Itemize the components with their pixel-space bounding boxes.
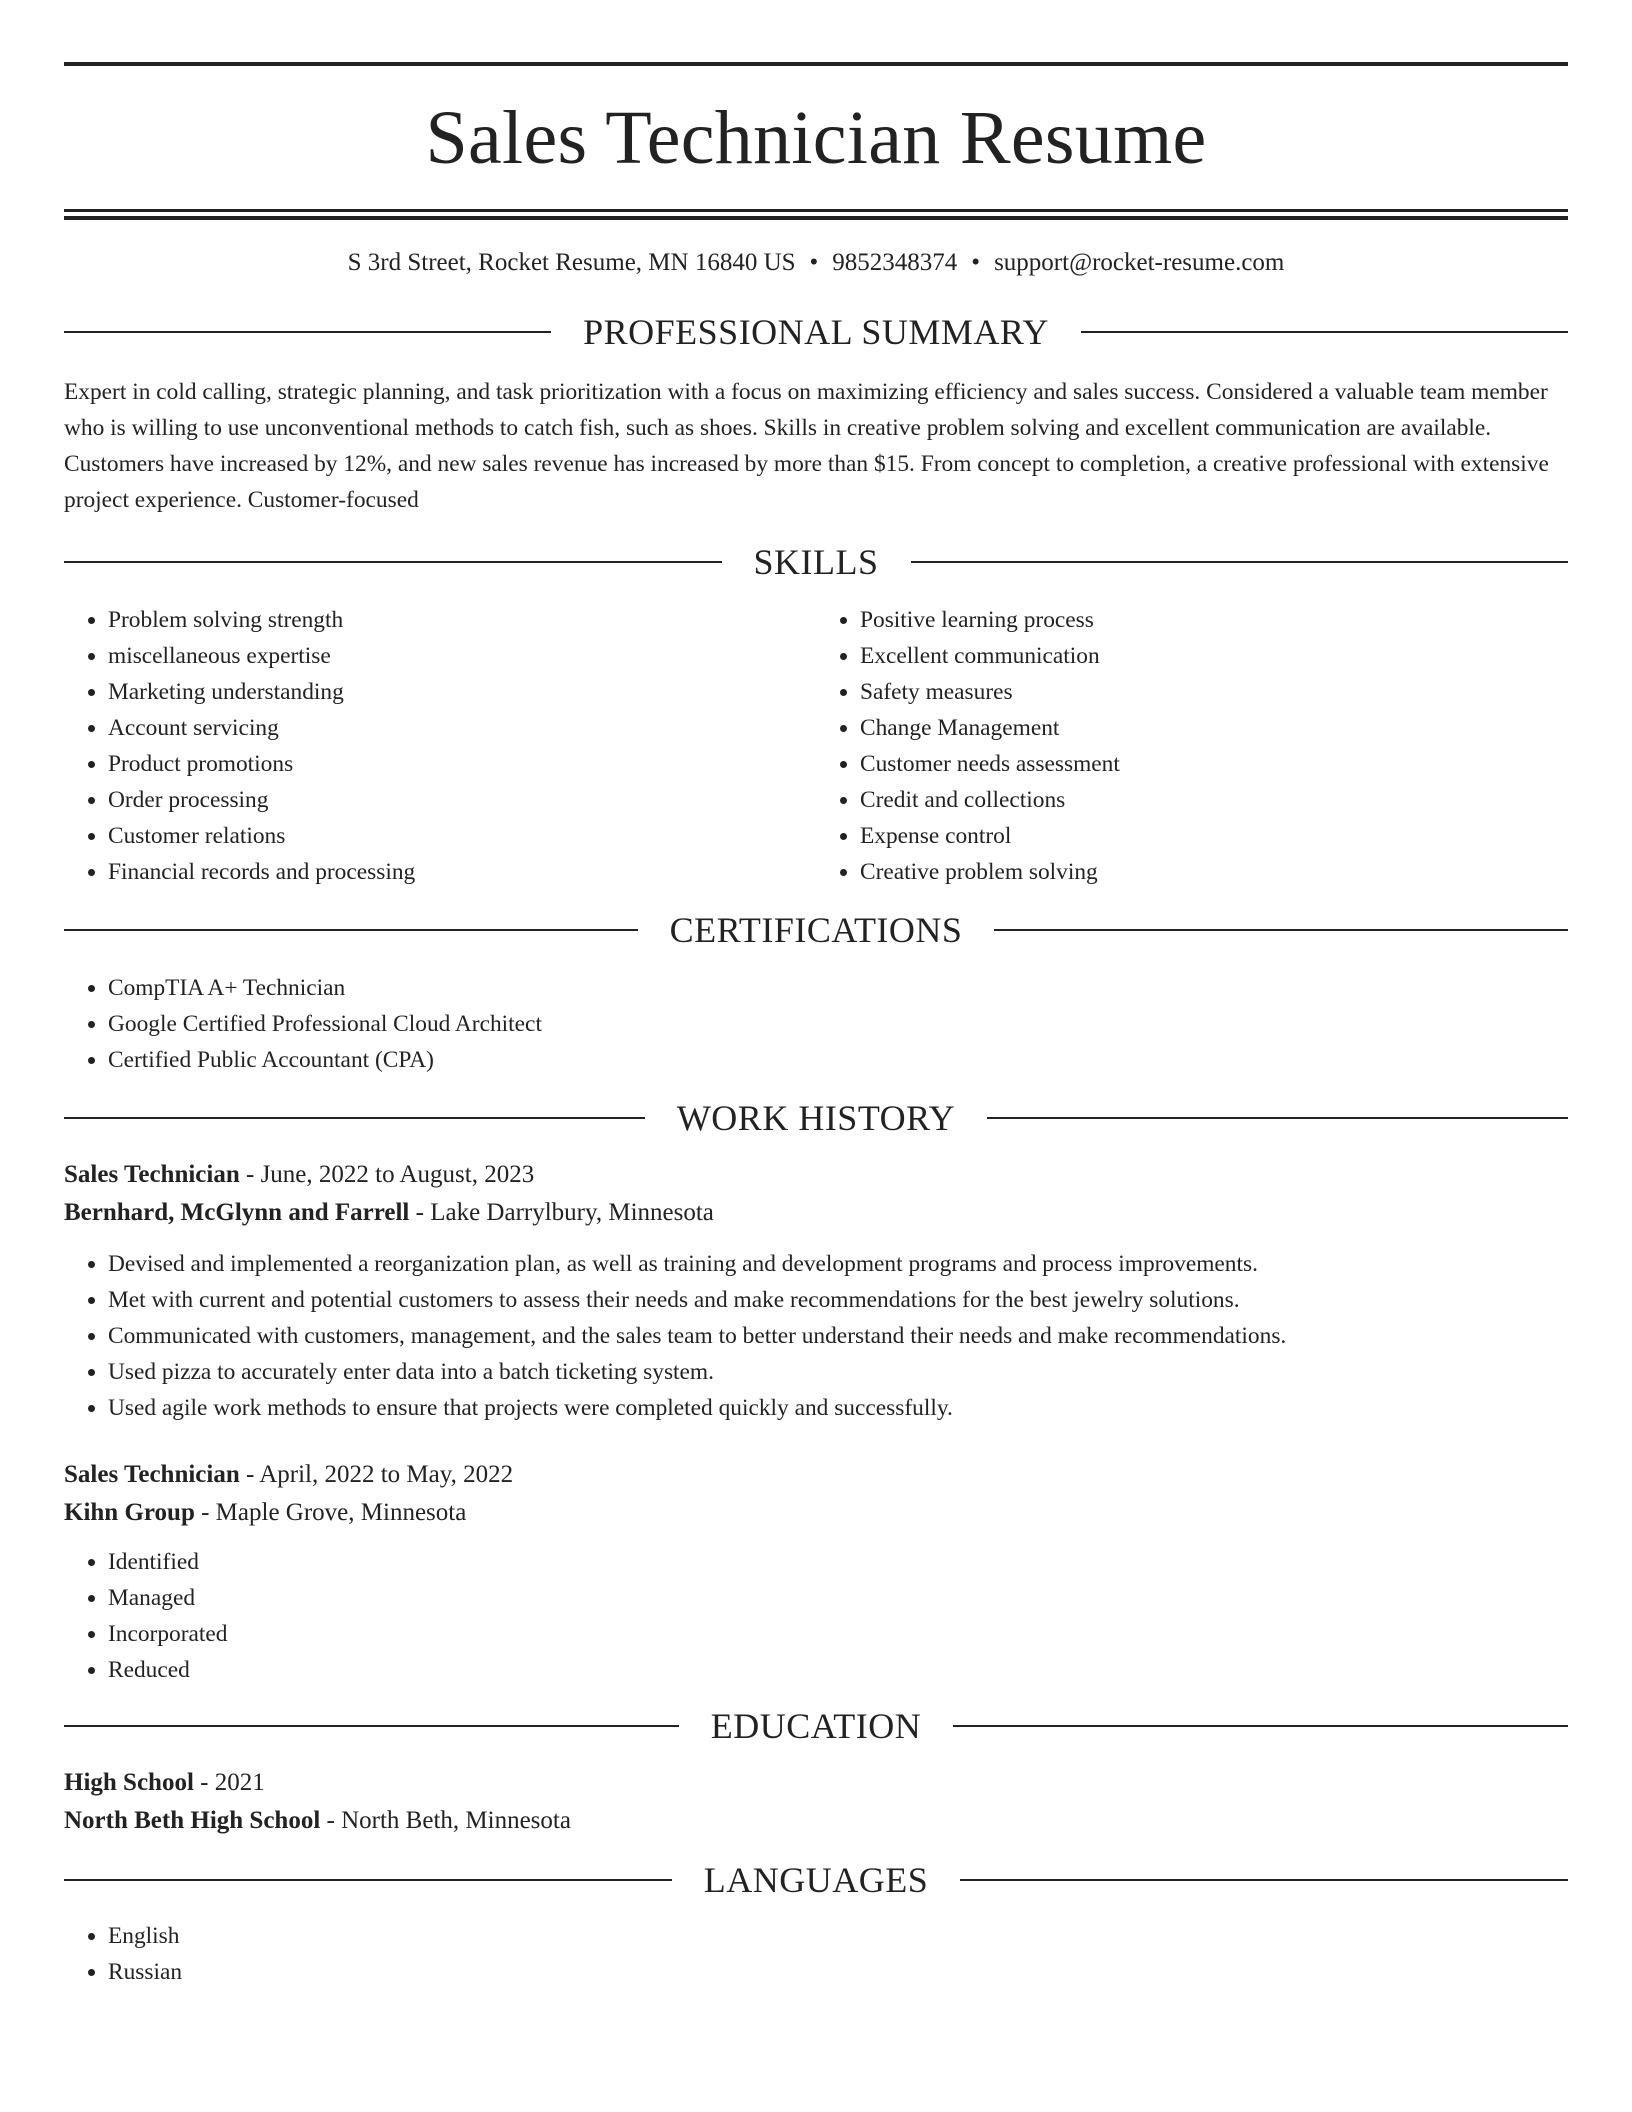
skill-item: • Product promotions <box>108 746 816 782</box>
skill-item: • Financial records and processing <box>108 854 816 890</box>
skills-columns <box>64 602 1568 890</box>
section-rule <box>64 1117 645 1119</box>
section-rule <box>911 561 1569 563</box>
job-bullet: • Devised and implemented a reorganization plan, as well as training and development programs and process improvements. <box>108 1246 1568 1282</box>
skills-list-right <box>816 602 1568 890</box>
job-company-line <box>64 1194 1568 1232</box>
skill-item: • Excellent communication <box>860 638 1568 674</box>
education-degree-line <box>64 1764 1568 1802</box>
job-bullet: • Reduced <box>108 1652 1568 1688</box>
job-entry <box>64 1456 1568 1688</box>
job-bullet: • Incorporated <box>108 1616 1568 1652</box>
section-rule <box>64 1725 679 1727</box>
section-header-skills <box>64 544 1568 580</box>
skill-item: • Creative problem solving <box>860 854 1568 890</box>
skill-item: • Credit and collections <box>860 782 1568 818</box>
section-header-certifications <box>64 912 1568 948</box>
job-bullet: • Communicated with customers, management, and the sales team to better understand their needs and make recommendations. <box>108 1318 1568 1354</box>
section-header-summary <box>64 314 1568 350</box>
section-rule <box>64 561 722 563</box>
job-title: Sales Technician <box>64 1461 240 1488</box>
summary-paragraph: Expert in cold calling, strategic planning, and task prioritization with a focus on maximizing efficiency and sales success. Considered a valuable team member who is willing to use unconventional methods to catch fish, such as shoes. Skills in creative problem solving and excellent communication are available. Customers have increased by 12%, and new sales revenue has increased by more than $15. From concept to completion, a creative professional with extensive project experience. Customer-focused <box>64 379 1549 513</box>
language-item: • English <box>108 1918 1568 1954</box>
job-title-line <box>64 1156 1568 1194</box>
certifications-list <box>64 970 1568 1078</box>
job-location: - Lake Darrylbury, Minnesota <box>409 1199 714 1226</box>
certification-item: • CompTIA A+ Technician <box>108 970 1568 1006</box>
contact-separator: • <box>971 249 981 276</box>
skill-item: • miscellaneous expertise <box>108 638 816 674</box>
title-double-rule <box>64 209 1568 220</box>
job-company: Kihn Group <box>64 1499 195 1526</box>
job-company: Bernhard, McGlynn and Farrell <box>64 1199 410 1226</box>
skill-item: • Positive learning process <box>860 602 1568 638</box>
skill-item: • Account servicing <box>108 710 816 746</box>
section-rule <box>64 331 551 333</box>
job-bullets <box>64 1544 1568 1688</box>
job-title-line <box>64 1456 1568 1494</box>
section-rule <box>1081 331 1568 333</box>
contact-separator: • <box>809 249 819 276</box>
top-rule <box>64 62 1568 66</box>
section-title: SKILLS <box>753 542 879 582</box>
education-location: - North Beth, Minnesota <box>320 1807 571 1834</box>
contact-phone: 9852348374 <box>832 249 958 276</box>
skill-item: • Order processing <box>108 782 816 818</box>
languages-list <box>64 1918 1568 1990</box>
language-item: • Russian <box>108 1954 1568 1990</box>
section-rule <box>64 1879 672 1881</box>
job-bullets <box>64 1246 1568 1426</box>
skill-item: • Change Management <box>860 710 1568 746</box>
education-degree: High School <box>64 1769 194 1796</box>
job-location: - Maple Grove, Minnesota <box>194 1499 467 1526</box>
skill-item: • Problem solving strength <box>108 602 816 638</box>
section-rule <box>953 1725 1568 1727</box>
section-header-languages <box>64 1862 1568 1898</box>
job-entry <box>64 1156 1568 1426</box>
job-bullet: • Used agile work methods to ensure that projects were completed quickly and successfully. <box>108 1390 1568 1426</box>
education-school: North Beth High School <box>64 1807 321 1834</box>
skill-item: • Safety measures <box>860 674 1568 710</box>
section-rule <box>987 1117 1568 1119</box>
section-title: LANGUAGES <box>703 1860 929 1900</box>
section-rule <box>994 929 1568 931</box>
job-dates: - June, 2022 to August, 2023 <box>239 1161 535 1188</box>
job-bullet: • Met with current and potential customers to assess their needs and make recommendations for the best jewelry solutions. <box>108 1282 1568 1318</box>
job-bullet: • Identified <box>108 1544 1568 1580</box>
job-bullet: • Used pizza to accurately enter data into a batch ticketing system. <box>108 1354 1568 1390</box>
section-header-education <box>64 1708 1568 1744</box>
job-bullet: • Managed <box>108 1580 1568 1616</box>
section-rule <box>64 929 638 931</box>
skill-item: • Expense control <box>860 818 1568 854</box>
contact-address: S 3rd Street, Rocket Resume, MN 16840 US <box>347 249 796 276</box>
certification-item: • Google Certified Professional Cloud Architect <box>108 1006 1568 1042</box>
job-dates: - April, 2022 to May, 2022 <box>239 1461 514 1488</box>
education-entry <box>64 1764 1568 1840</box>
job-company-line <box>64 1494 1568 1532</box>
skill-item: • Marketing understanding <box>108 674 816 710</box>
section-title: EDUCATION <box>710 1706 922 1746</box>
contact-line <box>64 250 1568 275</box>
section-title: CERTIFICATIONS <box>669 910 963 950</box>
job-title: Sales Technician <box>64 1161 240 1188</box>
section-header-work-history <box>64 1100 1568 1136</box>
skill-item: • Customer needs assessment <box>860 746 1568 782</box>
education-school-line <box>64 1802 1568 1840</box>
section-title: WORK HISTORY <box>676 1098 956 1138</box>
resume-title: Sales Technician Resume <box>425 96 1207 180</box>
skills-list-left <box>64 602 816 890</box>
education-year: - 2021 <box>193 1769 265 1796</box>
contact-email: support@rocket-resume.com <box>994 249 1285 276</box>
section-rule <box>960 1879 1568 1881</box>
skill-item: • Customer relations <box>108 818 816 854</box>
certification-item: • Certified Public Accountant (CPA) <box>108 1042 1568 1078</box>
section-title: PROFESSIONAL SUMMARY <box>583 312 1049 352</box>
